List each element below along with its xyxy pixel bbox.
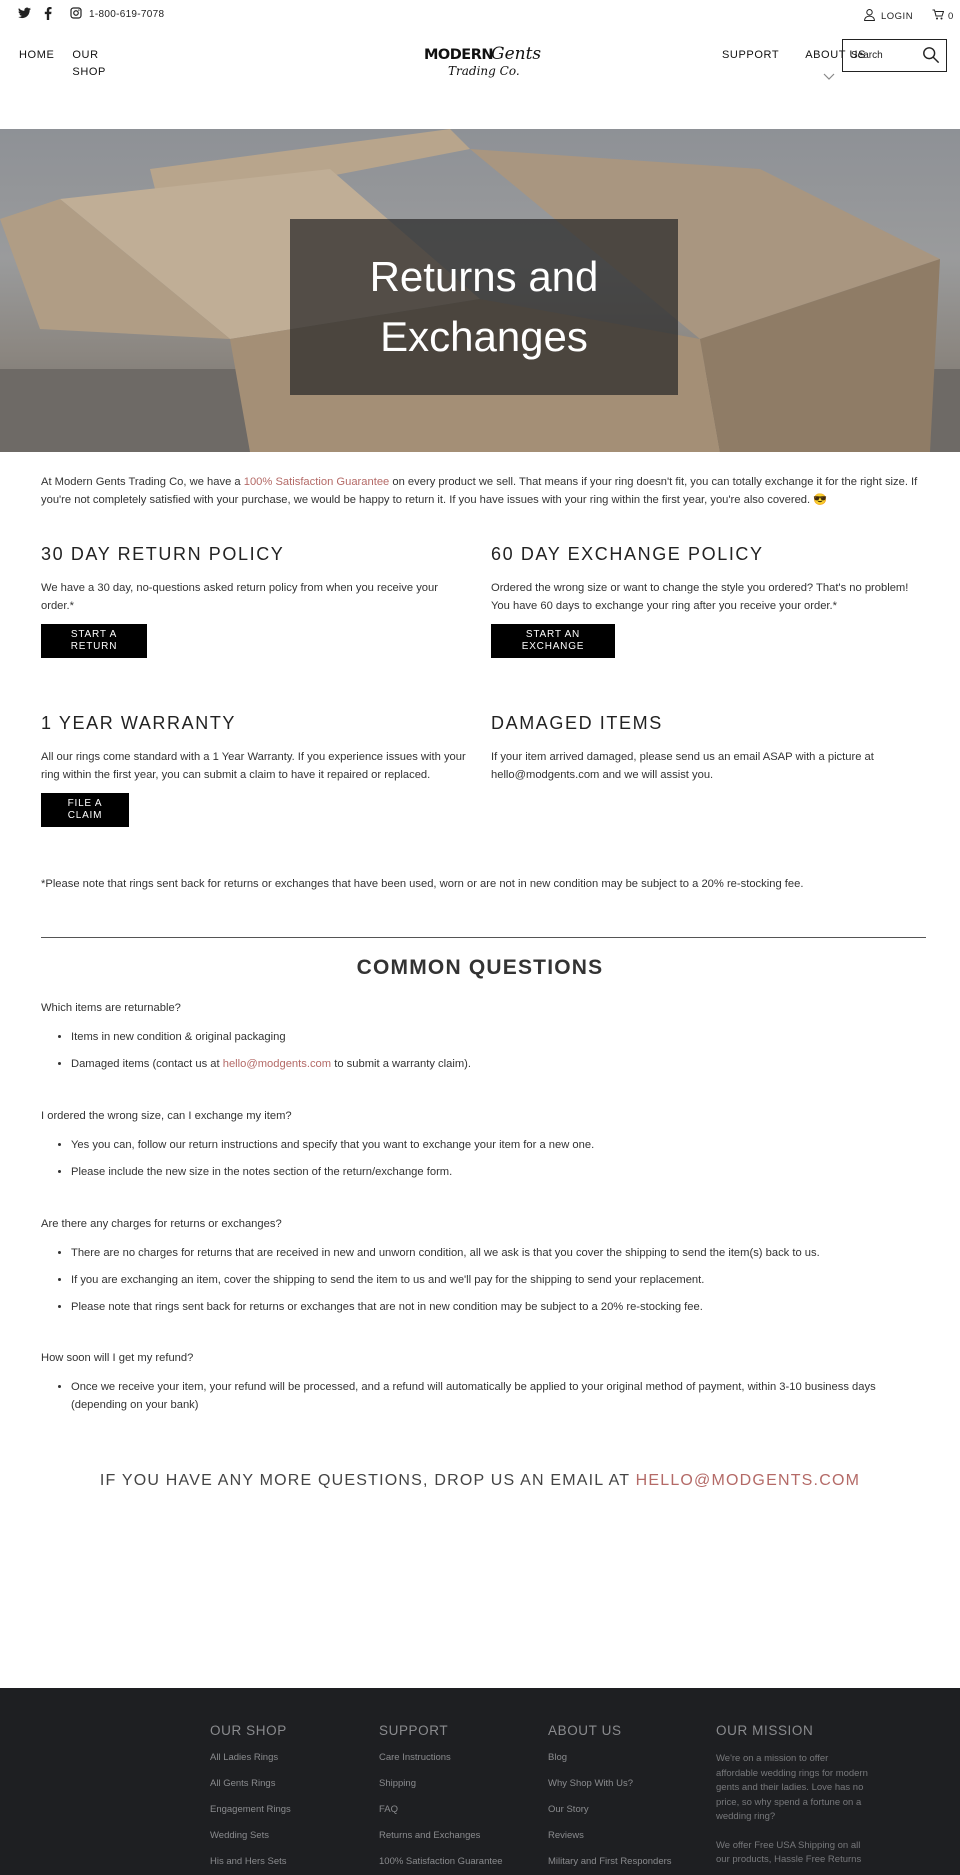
twitter-icon[interactable] — [18, 7, 30, 19]
faq-answers — [41, 1028, 926, 1073]
footer-col-title: OUR MISSION — [716, 1723, 814, 1738]
site-logo[interactable] — [420, 42, 544, 80]
exchange-policy-section — [491, 544, 921, 615]
nav-home[interactable]: HOME — [19, 49, 55, 61]
user-icon — [864, 9, 875, 24]
footer-mission-text-2: We offer Free USA Shipping on all our products, Hassle Free Returns — [716, 1839, 862, 1865]
warranty-section — [41, 713, 471, 784]
login-link[interactable] — [864, 9, 913, 24]
faq-charges — [41, 1216, 926, 1325]
return-policy-title: 30 DAY RETURN POLICY — [41, 544, 285, 564]
search-box — [842, 39, 947, 72]
faq-question: Which items are returnable? — [41, 1002, 181, 1014]
restocking-note: *Please note that rings sent back for returns or exchanges that have been used, worn or are not in new condition may be subject to a 20% re-stocking fee. — [41, 878, 804, 890]
footer-link[interactable]: FAQ — [379, 1804, 399, 1815]
intro-after: on every product we sell. That means if your ring doesn't fit, you can totally exchange it for the right size. If you're not completely satisfied with your purchase, we would be happy to return it. If you have issues with your ring within the first year, you're also covered. 😎 — [41, 476, 918, 506]
faq-answer: • Once we receive your item, your refund will be processed, and a refund will automatically be applied to your original method of payment, within 3-10 business days (depending on your bank) — [71, 1378, 926, 1414]
faq-answer: • If you are exchanging an item, cover the shipping to send the item to us and we'll pay for the shipping to send your replacement. — [71, 1271, 926, 1289]
search-icon[interactable] — [922, 46, 940, 64]
footer-col-title: SUPPORT — [379, 1723, 449, 1738]
chevron-down-icon[interactable] — [823, 70, 835, 78]
footer-link[interactable]: 100% Satisfaction Guarantee — [379, 1856, 503, 1867]
contact-email-link[interactable]: HELLO@MODGENTS.COM — [635, 1472, 861, 1489]
search-input[interactable] — [843, 40, 913, 71]
damaged-items-title: DAMAGED ITEMS — [491, 713, 663, 733]
faq-question: Are there any charges for returns or exchanges? — [41, 1218, 282, 1230]
cart-icon — [932, 9, 944, 23]
faq-question: How soon will I get my refund? — [41, 1352, 194, 1364]
start-exchange-button[interactable] — [491, 624, 615, 658]
footer-mission-text: We're on a mission to offer affordable wedding rings for modern gents and their ladies. Love has no price, so why spend a fortune on a wedding ring? — [716, 1753, 868, 1822]
return-policy-text: We have a 30 day, no-questions asked return policy from when you receive your order.* — [41, 582, 438, 612]
faq-answer-after: to submit a warranty claim). — [331, 1058, 471, 1070]
footer-link[interactable]: Our Story — [548, 1804, 589, 1815]
faq-refund — [41, 1350, 926, 1423]
file-claim-label-1: FILE A — [67, 798, 103, 809]
cart-link[interactable] — [932, 9, 953, 23]
faq-answer: • Items in new condition & original packaging — [71, 1028, 926, 1046]
page-title-line2: Exchanges — [380, 313, 588, 360]
footer-link[interactable]: All Gents Rings — [210, 1778, 276, 1789]
main-nav-left — [19, 47, 106, 81]
faq-answer: • Yes you can, follow our return instructions and specify that you want to exchange your item for a new one. — [71, 1136, 926, 1154]
faq-answers — [41, 1244, 926, 1316]
warranty-text: All our rings come standard with a 1 Year Warranty. If you experience issues with your ring within the first year, you can submit a claim to have it repaired or replaced. — [41, 751, 466, 781]
faq-answers — [41, 1136, 926, 1181]
instagram-icon[interactable] — [70, 7, 82, 19]
intro-text — [41, 473, 926, 509]
footer-link[interactable]: Why Shop With Us? — [548, 1778, 633, 1789]
footer-col-support — [379, 1723, 503, 1875]
logo-script-trading: Trading Co. — [448, 64, 520, 78]
footer-link[interactable]: All Ladies Rings — [210, 1752, 279, 1763]
start-return-label-2: RETURN — [70, 641, 118, 652]
contact-banner — [0, 1472, 960, 1490]
nav-about-us[interactable]: ABOUT US — [805, 49, 867, 61]
footer-link[interactable]: Reviews — [548, 1830, 584, 1841]
footer-link[interactable]: Wedding Sets — [210, 1830, 269, 1841]
faq-answer: • Please note that rings sent back for returns or exchanges that are not in new condition may be subject to a 20% re-stocking fee. — [71, 1298, 926, 1316]
faq-answers — [41, 1378, 926, 1414]
footer-link[interactable]: Returns and Exchanges — [379, 1830, 481, 1841]
faq-answer — [71, 1055, 926, 1073]
damaged-items-text: If your item arrived damaged, please send us an email ASAP with a picture at hello@modgents.com and we will assist you. — [491, 751, 874, 781]
footer-col-shop — [210, 1723, 291, 1875]
footer-col-about — [548, 1723, 672, 1875]
phone-number[interactable]: 1-800-619-7078 — [89, 9, 165, 20]
exchange-policy-title: 60 DAY EXCHANGE POLICY — [491, 544, 764, 564]
nav-our-shop-line1: OUR — [72, 49, 99, 61]
intro-before: At Modern Gents Trading Co, we have a — [41, 476, 244, 488]
nav-support[interactable]: SUPPORT — [722, 49, 780, 61]
login-label: LOGIN — [881, 11, 914, 22]
return-policy-section — [41, 544, 471, 615]
top-bar — [0, 0, 960, 28]
footer-link[interactable]: Care Instructions — [379, 1752, 451, 1763]
faq-answer-before: Damaged items (contact us at — [71, 1058, 223, 1070]
exchange-policy-text: Ordered the wrong size or want to change the style you ordered? That's no problem! You have 60 days to exchange your ring after you receive your order.* — [491, 582, 909, 612]
hero-banner — [0, 129, 960, 452]
email-link[interactable]: hello@modgents.com — [222, 1058, 332, 1070]
faq-answer: • There are no charges for returns that are received in new and unworn condition, all we ask is that you cover the shipping to send the item(s) back to us. — [71, 1244, 926, 1262]
logo-script-gents: Gents — [491, 44, 542, 64]
nav-our-shop-line2: SHOP — [72, 66, 106, 78]
common-questions-title: COMMON QUESTIONS — [356, 956, 604, 979]
social-links — [18, 7, 82, 19]
file-claim-label-2: CLAIM — [67, 810, 103, 821]
faq-question: I ordered the wrong size, can I exchange my item? — [41, 1110, 292, 1122]
page-title — [290, 247, 678, 367]
footer-link[interactable]: Military and First Responders — [548, 1856, 672, 1867]
logo-wordmark: MODERN — [424, 47, 493, 63]
file-claim-button[interactable] — [41, 793, 129, 827]
faq-wrong-size — [41, 1108, 926, 1190]
start-exchange-label-2: EXCHANGE — [521, 641, 585, 652]
footer-link[interactable]: Engagement Rings — [210, 1804, 291, 1815]
footer-col-title: ABOUT US — [548, 1723, 622, 1738]
footer-link[interactable]: His and Hers Sets — [210, 1856, 287, 1867]
section-divider — [41, 937, 926, 938]
start-return-label-1: START A — [70, 629, 118, 640]
footer-col-mission — [716, 1723, 871, 1868]
page-title-line1: Returns and — [369, 253, 599, 300]
cart-count: 0 — [948, 10, 954, 22]
footer-col-title: OUR SHOP — [210, 1723, 287, 1738]
nav-our-shop[interactable] — [72, 47, 106, 81]
footer-link[interactable]: Blog — [548, 1752, 568, 1763]
contact-text: IF YOU HAVE ANY MORE QUESTIONS, DROP US AN EMAIL AT — [99, 1472, 630, 1489]
facebook-icon[interactable] — [44, 7, 56, 19]
warranty-title: 1 YEAR WARRANTY — [41, 713, 237, 733]
start-exchange-label-1: START AN — [525, 629, 581, 640]
faq-returnable — [41, 1000, 926, 1082]
footer-link[interactable]: Shipping — [379, 1778, 416, 1789]
damaged-items-section — [491, 713, 921, 784]
satisfaction-guarantee-link[interactable]: 100% Satisfaction Guarantee — [243, 476, 390, 488]
faq-answer: • Please include the new size in the notes section of the return/exchange form. — [71, 1163, 926, 1181]
start-return-button[interactable] — [41, 624, 147, 658]
